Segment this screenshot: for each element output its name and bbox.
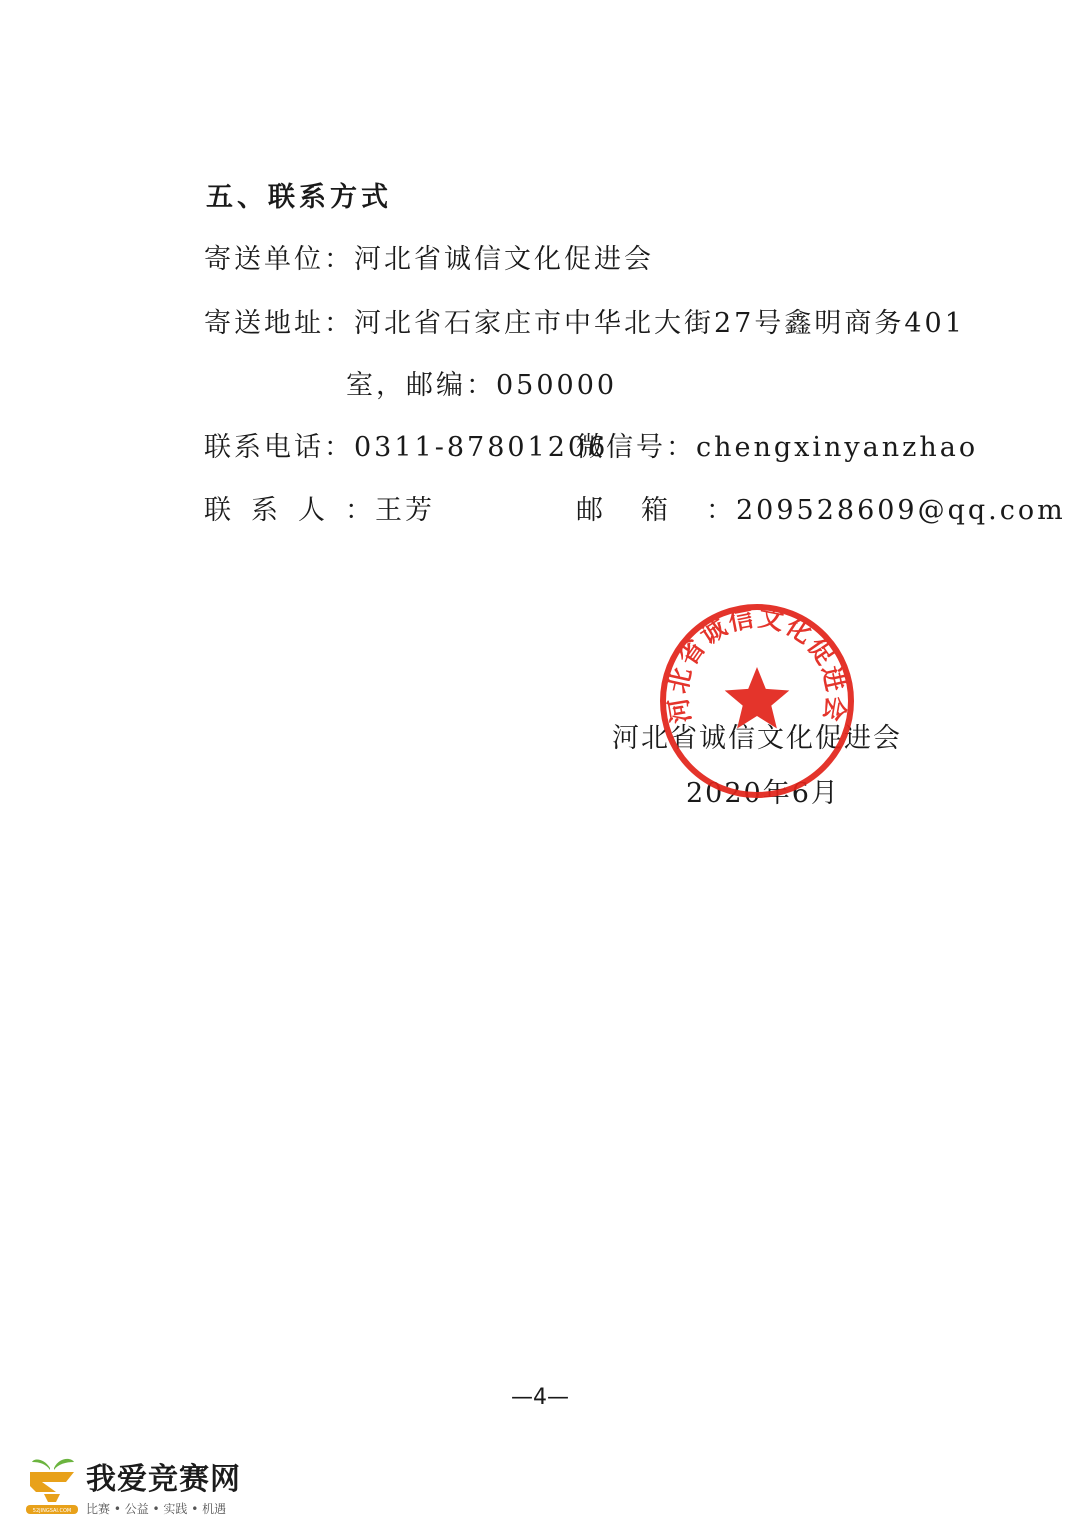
section-heading: 五、联系方式	[206, 182, 392, 213]
address-continuation: 室，邮编：050000	[346, 370, 618, 401]
address-value: 河北省石家庄市中华北大街27号鑫明商务401	[354, 308, 965, 339]
phone-value: 0311-87801206	[354, 432, 609, 463]
official-seal-stamp	[657, 601, 857, 801]
email-colon: ：	[706, 495, 736, 526]
address-row	[204, 307, 965, 341]
email-value: 209528609@qq.com	[736, 495, 1066, 526]
person-value: 王芳	[375, 495, 435, 526]
unit-label: 寄送单位：	[204, 244, 354, 275]
person-row	[204, 494, 435, 528]
wechat-value: chengxinyanzhao	[696, 432, 979, 463]
brand-logo-icon	[20, 1452, 84, 1518]
email-label: 邮箱	[576, 495, 706, 526]
unit-row	[204, 243, 654, 277]
phone-label: 联系电话：	[204, 432, 354, 463]
person-label: 联系人	[204, 495, 345, 526]
signature-date: 2020年6月	[686, 778, 840, 809]
person-colon: ：	[345, 495, 375, 526]
page-number: —4—	[511, 1385, 569, 1410]
brand-logo-text: 52JINGSAI.COM	[32, 1508, 72, 1514]
brand-name: 我爱竞赛网	[86, 1462, 241, 1497]
site-watermark	[20, 1452, 320, 1522]
seal-star-icon	[725, 667, 790, 729]
phone-row	[204, 431, 608, 465]
wechat-label: 微信号：	[576, 432, 696, 463]
signature-organization: 河北省诚信文化促进会	[612, 723, 902, 754]
email-row	[576, 494, 1066, 528]
address-label: 寄送地址：	[204, 308, 354, 339]
wechat-row	[576, 431, 978, 465]
unit-value: 河北省诚信文化促进会	[354, 244, 654, 275]
seal-text: 河北省诚信文化促进会	[663, 602, 851, 726]
brand-tagline: 比赛 • 公益 • 实践 • 机遇	[86, 1502, 227, 1516]
